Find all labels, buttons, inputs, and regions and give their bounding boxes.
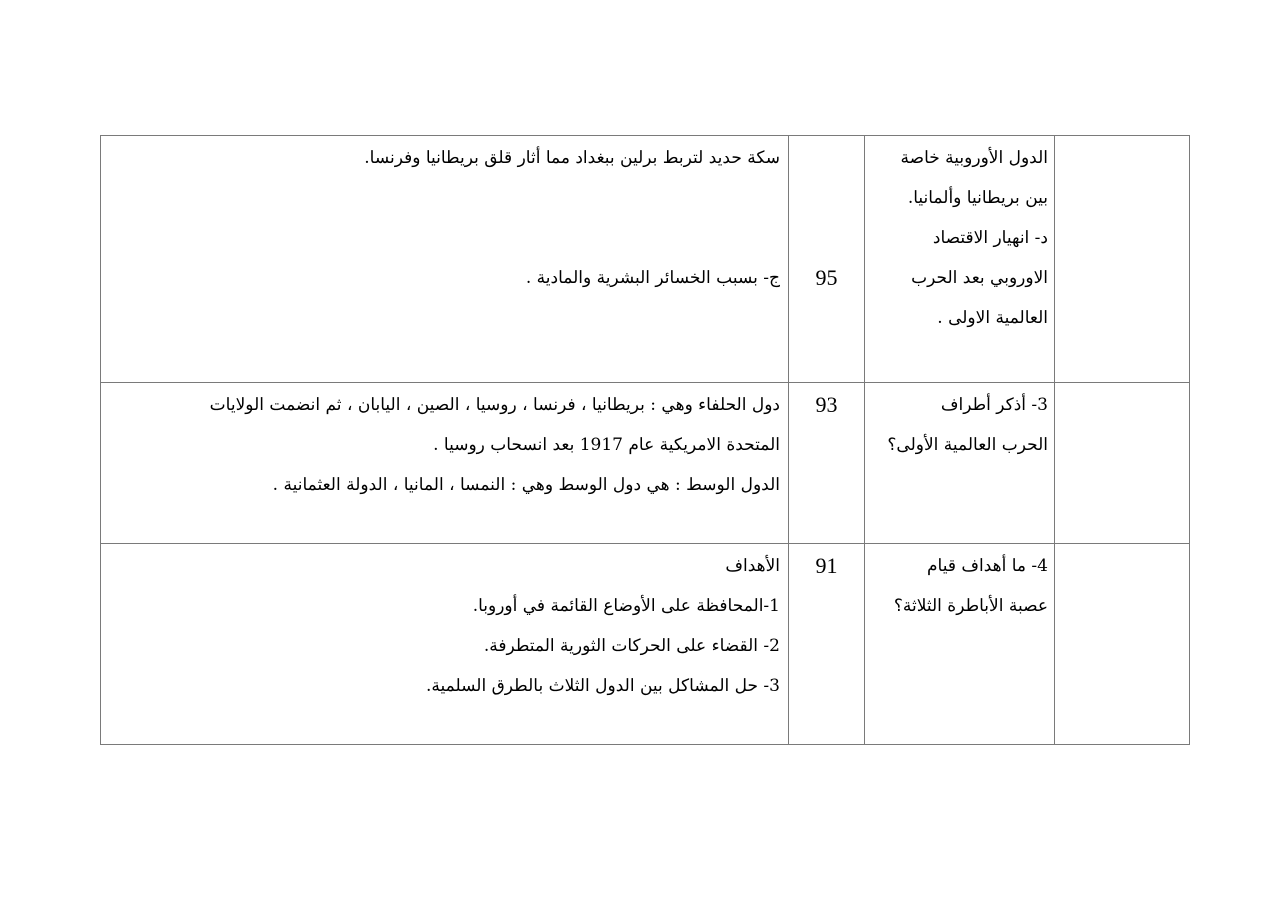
page-number: 91 — [815, 553, 838, 578]
empty-cell — [1055, 136, 1190, 383]
page-number: 95 — [815, 265, 838, 290]
page-number: 93 — [815, 392, 838, 417]
answer-line: دول الحلفاء وهي : بريطانيا ، فرنسا ، روسيا ، الصين ، اليابان ، ثم انضمت الولايات — [209, 395, 780, 415]
table-row — [101, 136, 1190, 383]
empty-cell — [1055, 383, 1190, 544]
page-number-cell — [789, 383, 865, 544]
question-line: العالمية الاولى . — [937, 308, 1048, 328]
answers-table — [100, 135, 1190, 745]
answer-line: 3- حل المشاكل بين الدول الثلاث بالطرق السلمية. — [426, 676, 780, 696]
page-number-cell — [789, 136, 865, 383]
question-cell — [865, 383, 1055, 544]
answer-line: سكة حديد لتربط برلين ببغداد مما أثار قلق بريطانيا وفرنسا. — [364, 148, 780, 168]
table-row — [101, 544, 1190, 745]
answer-line: ج- بسبب الخسائر البشرية والمادية . — [525, 268, 780, 288]
question-cell — [865, 136, 1055, 383]
table-row — [101, 383, 1190, 544]
question-line: 4- ما أهداف قيام — [927, 556, 1048, 576]
answer-line: 2- القضاء على الحركات الثورية المتطرفة. — [483, 636, 780, 656]
answer-cell — [101, 136, 789, 383]
answer-line: الدول الوسط : هي دول الوسط وهي : النمسا ، المانيا ، الدولة العثمانية . — [272, 475, 780, 495]
question-line: الدول الأوروبية خاصة — [900, 148, 1048, 168]
empty-cell — [1055, 544, 1190, 745]
answer-cell — [101, 383, 789, 544]
question-line: الحرب العالمية الأولى؟ — [887, 435, 1048, 455]
question-line: 3- أذكر أطراف — [940, 395, 1048, 415]
question-line: بين بريطانيا وألمانيا. — [907, 188, 1048, 208]
page-number-cell — [789, 544, 865, 745]
question-line: الاوروبي بعد الحرب — [911, 268, 1048, 288]
answer-cell — [101, 544, 789, 745]
question-cell — [865, 544, 1055, 745]
question-line: د- انهيار الاقتصاد — [932, 228, 1048, 248]
answer-line: المتحدة الامريكية عام 1917 بعد انسحاب روسيا . — [433, 435, 780, 455]
answer-line: الأهداف — [725, 556, 780, 576]
question-line: عصبة الأباطرة الثلاثة؟ — [893, 596, 1048, 616]
answer-line: 1-المحافظة على الأوضاع القائمة في أوروبا. — [472, 596, 780, 616]
